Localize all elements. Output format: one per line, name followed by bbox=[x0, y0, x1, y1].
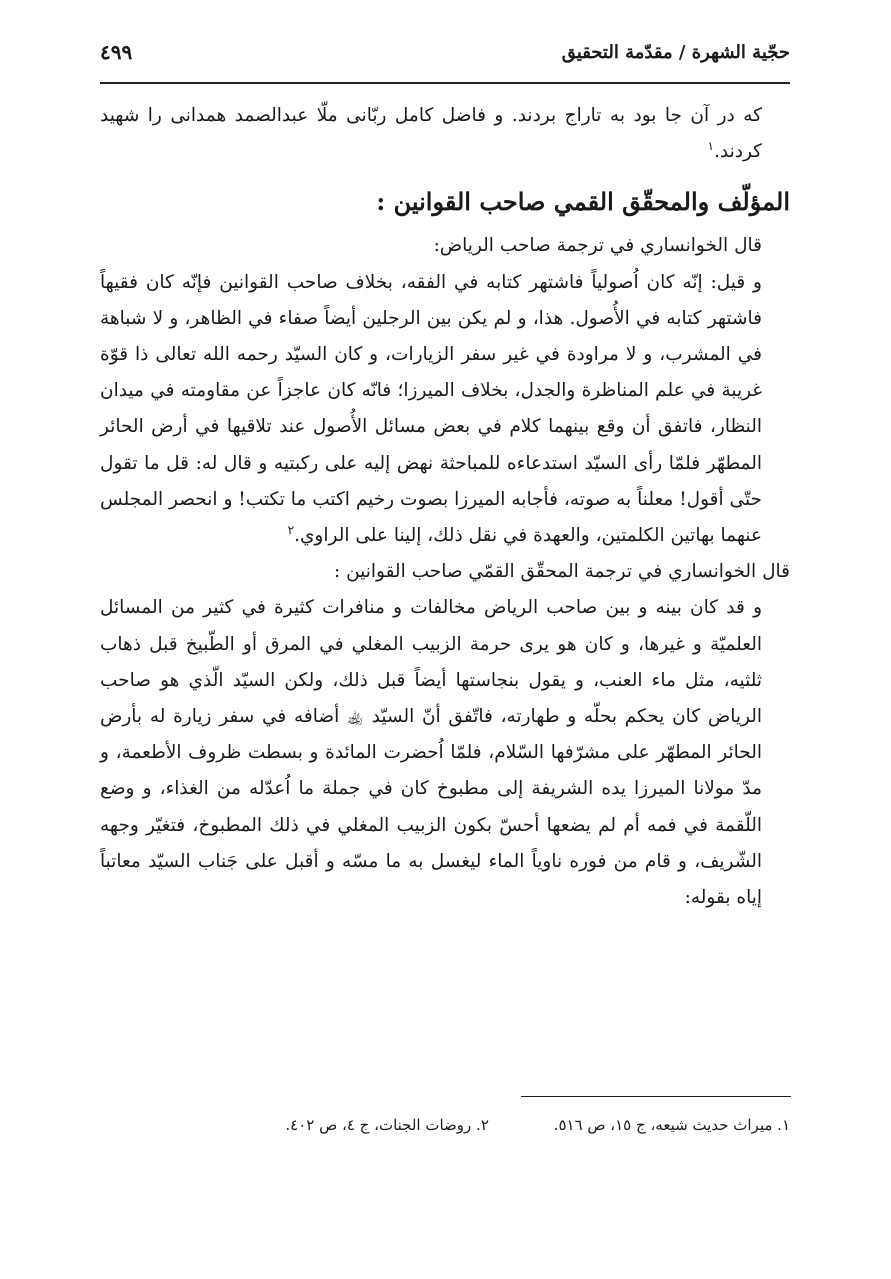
footnote-1: ١. ميراث حديث شيعه، ج ١٥، ص ٥١٦. bbox=[553, 1116, 790, 1134]
footnotes bbox=[100, 1116, 790, 1134]
running-title: حجّية الشهرة / مقدّمة التحقيق bbox=[561, 42, 790, 63]
paragraph-quote-1 bbox=[100, 265, 790, 555]
page-header bbox=[100, 34, 790, 74]
paragraph-persian bbox=[100, 98, 790, 170]
paragraph-intro-2: قال الخوانساري في ترجمة المحقّق القمّي صاحب القوانين : bbox=[333, 561, 790, 583]
paragraph-intro-1: قال الخوانساري في ترجمة صاحب الرياض: bbox=[433, 235, 762, 257]
footnote-ref-1: ١ bbox=[707, 139, 714, 154]
footnote-ref-2: ٢ bbox=[287, 522, 295, 537]
footnote-2: ٢. روضات الجنات، ج ٤، ص ٤٠٢. bbox=[285, 1116, 489, 1134]
section-heading: المؤلّف والمحقّق القمي صاحب القوانين : bbox=[376, 187, 790, 217]
paragraph-quote-2: و قد كان بينه و بين صاحب الرياض مخالفات و منافرات كثيرة في كثير من المسائل العلميّة و غيرها، و كان هو يرى حرمة الزبيب المغلي في المرق أو الطّبيخ قبل ذهاب ثلثيه، مثل ماء العنب، و يقول بنجاستها أيضاً قبل ذلك، ولكن السيّد الّذي هو صاحب الرياض كان يحكم بحلّه و طهارته، فاتّفق أنّ السيّد ﵀ أضافه في سفر زيارة له بأرض الحائر المطهّر على مشرّفها السّلام، فلمّا اُحضرت المائدة و بسطت ظروف الأطعمة، و مدّ مولانا الميرزا يده الشريفة إلى مطبوخ كان في جملة ما اُعدّله من الغذاء، و وضع اللّقمة في فمه أم لم يضعها أحسّ بكون الزبيب المغلي في ذلك المطبوخ، فتغيّر وجهه الشّريف، و قام من فوره ناوياً الماء ليغسل به ما مسّه و أقبل على جَناب السيّد معاتباً إياه بقوله: bbox=[100, 597, 762, 909]
paragraph-quote-1-text: و قيل: إنّه كان اُصولياً فاشتهر كتابه في الفقه، بخلاف صاحب القوانين فإنّه كان فقيهاً فاشتهر كتابه في الأُصول. هذا، و لم يكن بين الرجلين أيضاً صفاء في الظاهر، و لا شباهة في المشرب، و لا مراودة في غير سفر الزيارات، و كان السيّد رحمه الله تعالى ذا قوّة غريبة في علم المناظرة والجدل، بخلاف الميرزا؛ فانّه كان عاجزاً عن مقاومته في ميدان النظار، فاتفق أن وقع بينهما كلام في بعض مسائل الأُصول عند تلاقيها في أرض الحائر المطهّر فلمّا رأى السيّد استدعاءه للمباحثة نهض إليه على ركبتيه و قال له: قل ما تقول حتّى أقول! معلناً به صوته، فأجابه الميرزا بصوت رخيم اكتب ما تكتب! و انحصر المجلس عنهما بهاتين الكلمتين، والعهدة في نقل ذلك، إلينا على الراوي. bbox=[100, 271, 762, 547]
footnote-divider bbox=[521, 1096, 791, 1097]
page-number: ٤٩٩ bbox=[100, 40, 133, 64]
paragraph-persian-text: که در آن جا بود به تاراج بردند. و فاضل کامل ربّانی ملّا عبدالصمد همدانی را شهید کردند. bbox=[100, 105, 762, 163]
header-divider bbox=[100, 82, 790, 84]
page-body bbox=[100, 98, 790, 916]
